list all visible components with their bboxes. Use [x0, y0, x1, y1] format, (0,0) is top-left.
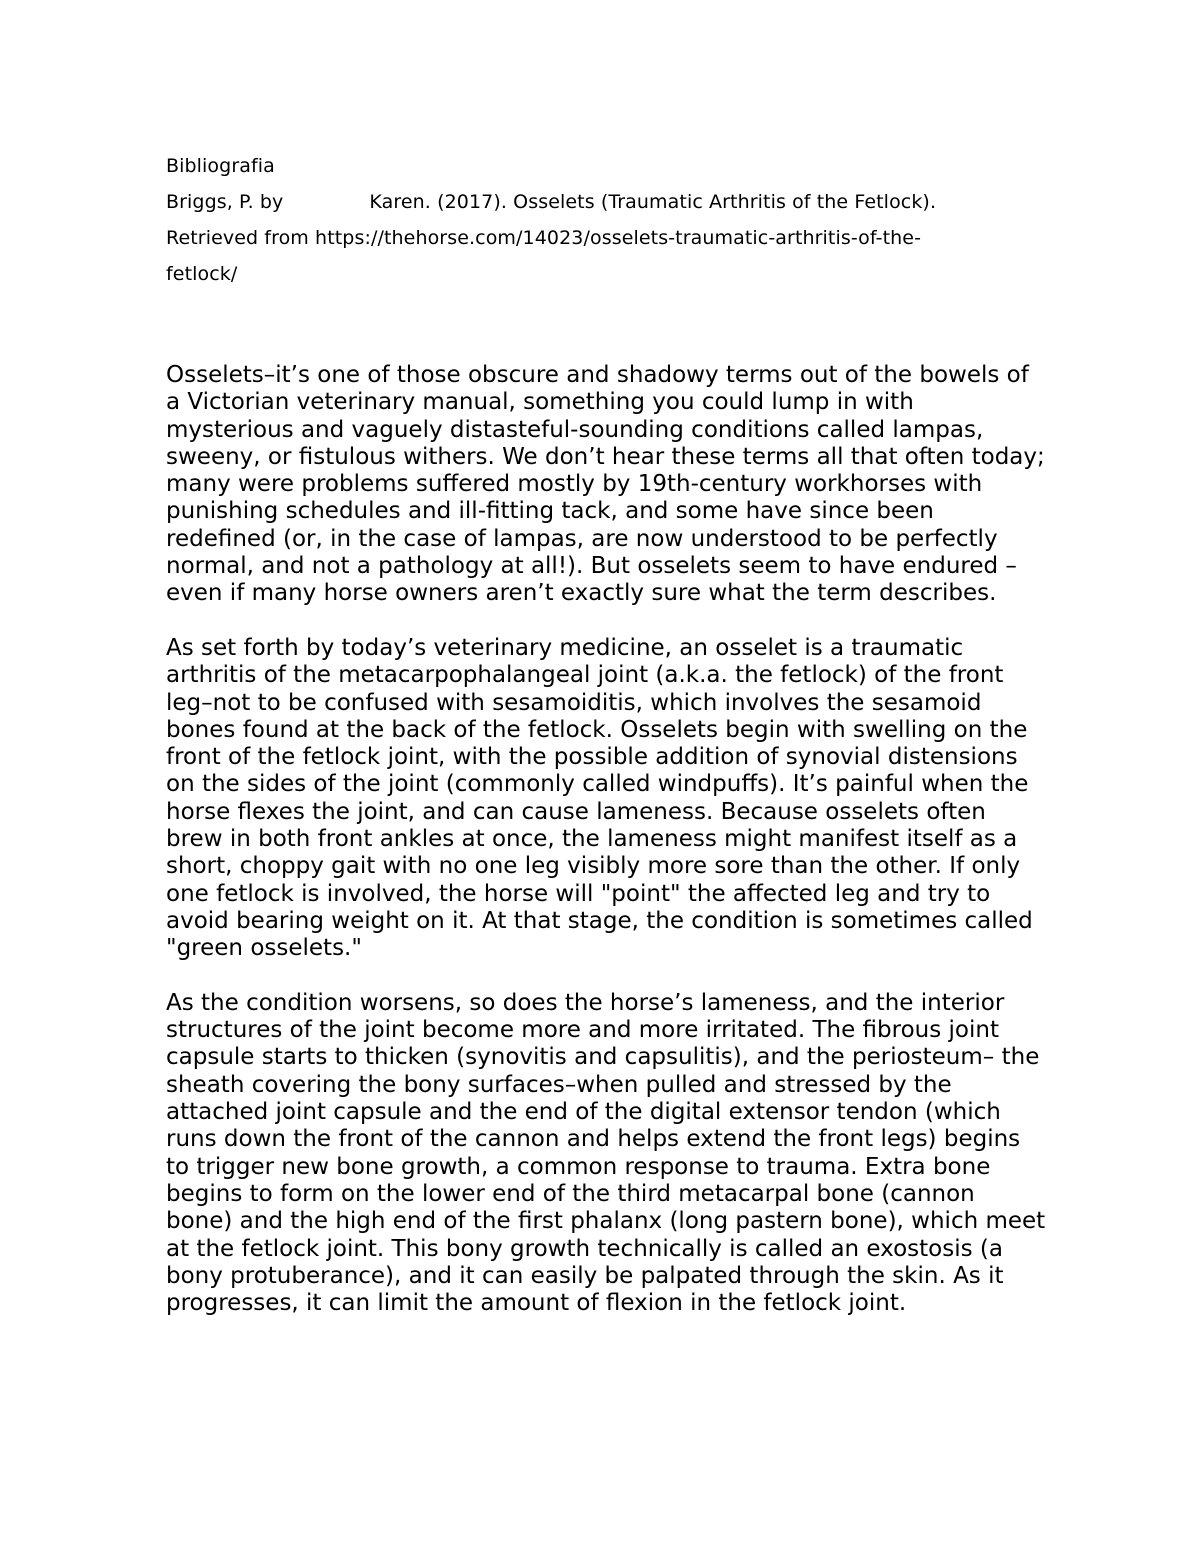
entry-retrieved-continuation: fetlock/: [166, 263, 238, 285]
bibliography-heading: Bibliografia: [166, 155, 275, 177]
article-paragraph-2: As set forth by today’s veterinary medicine, an osselet is a traumatic arthritis of the metacarpophalangeal joint (a.k.a. the fetlock) of the front leg–not to be confused with sesamoiditis, which involves the sesamoid bones found at the back of the fetlock. Osselets begin with swelling on the front of the fetlock joint, with the possible addition of synovial distensions on the sides of the joint (commonly called windpuffs). It’s painful when the horse flexes the joint, and can cause lameness. Because osselets often brew in both front ankles at once, the lameness might manifest itself as a short, choppy gait with no one leg visibly more sore than the other. If only one fetlock is involved, the horse will "point" the affected leg and try to avoid bearing weight on it. At that stage, the condition is sometimes called "green osselets.": [166, 634, 1033, 962]
article-body: [166, 362, 1046, 1345]
entry-retrieved-line: Retrieved from https://thehorse.com/14023/osselets-traumatic-arthritis-of-the-: [166, 227, 922, 249]
entry-author: Briggs, P. by: [166, 191, 284, 213]
entry-title: Karen. (2017). Osselets (Traumatic Arthritis of the Fetlock).: [369, 191, 937, 213]
article-paragraph-3: As the condition worsens, so does the horse’s lameness, and the interior structures of the joint become more and more irritated. The fibrous joint capsule starts to thicken (synovitis and capsulitis), and the periosteum– the sheath covering the bony surfaces–when pulled and stressed by the attached joint capsule and the end of the digital extensor tendon (which runs down the front of the cannon and helps extend the front legs) begins to trigger new bone growth, a common response to trauma. Extra bone begins to form on the lower end of the third metacarpal bone (cannon bone) and the high end of the first phalanx (long pastern bone), which meet at the fetlock joint. This bony growth technically is called an exostosis (a bony protuberance), and it can easily be palpated through the skin. As it progresses, it can limit the amount of flexion in the fetlock joint.: [166, 989, 1046, 1317]
bibliography-entry: [166, 184, 1046, 220]
article-paragraph-1: Osselets–it’s one of those obscure and shadowy terms out of the bowels of a Victorian veterinary manual, something you could lump in with mysterious and vaguely distasteful-sounding conditions called lampas, sweeny, or fistulous withers. We don’t hear these terms all that often today; many were problems suffered mostly by 19th-century workhorses with punishing schedules and ill-fitting tack, and some have since been redefined (or, in the case of lampas, are now understood to be perfectly normal, and not a pathology at all!). But osselets seem to have endured –even if many horse owners aren’t exactly sure what the term describes.: [166, 362, 1045, 607]
bibliography-section: [166, 148, 1046, 292]
